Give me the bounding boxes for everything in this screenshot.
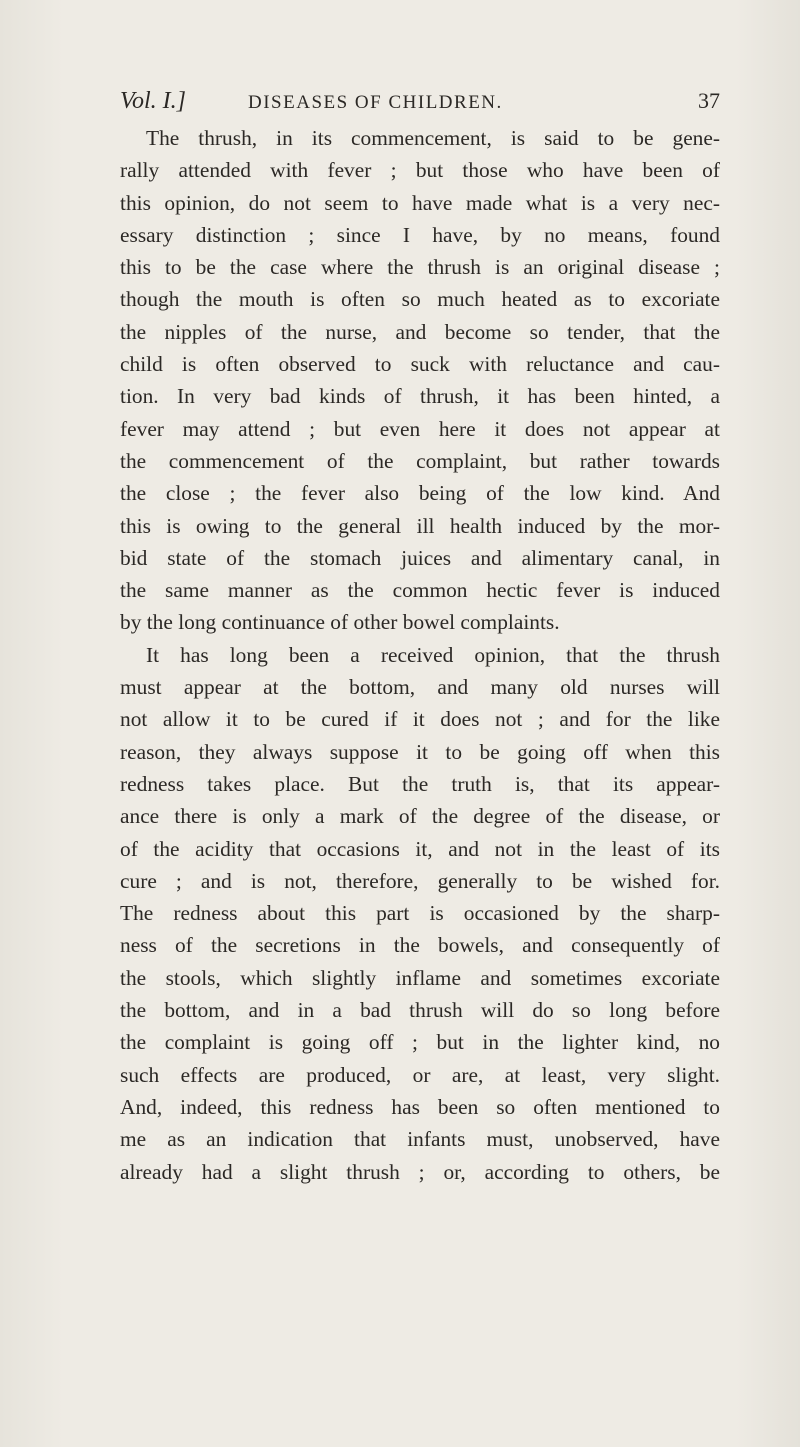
- volume-label: Vol. I.]: [120, 88, 186, 114]
- text-line: by the long continuance of other bowel complaints.: [120, 610, 560, 635]
- chapter-title: DISEASES OF CHILDREN.: [248, 92, 503, 113]
- text-line: the nipples of the nurse, and become so tender, that the: [120, 319, 720, 344]
- text-line: rally attended with fever ; but those who have been of: [120, 158, 720, 183]
- text-line: the same manner as the common hectic fever is induced: [120, 578, 720, 603]
- text-line: bid state of the stomach juices and alimentary canal, in: [120, 545, 720, 570]
- text-line: not allow it to be cured if it does not ; and for the like: [120, 707, 720, 732]
- text-line: fever may attend ; but even here it does not appear at: [120, 416, 720, 441]
- body-text: [120, 122, 720, 1188]
- text-line: me as an indication that infants must, unobserved, have: [120, 1127, 720, 1152]
- running-head: [120, 88, 720, 122]
- text-line: And, indeed, this redness has been so often mentioned to: [120, 1094, 720, 1119]
- text-line: the close ; the fever also being of the low kind. And: [120, 481, 720, 506]
- text-line: the commencement of the complaint, but rather towards: [120, 448, 720, 473]
- text-line: tion. In very bad kinds of thrush, it has been hinted, a: [120, 384, 720, 409]
- text-line: It has long been a received opinion, that the thrush: [146, 642, 720, 667]
- text-line: this opinion, do not seem to have made what is a very nec-: [120, 190, 720, 215]
- text-line: such effects are produced, or are, at least, very slight.: [120, 1062, 720, 1087]
- text-line: must appear at the bottom, and many old nurses will: [120, 675, 720, 700]
- page-number: 37: [698, 88, 720, 113]
- text-line: redness takes place. But the truth is, that its appear-: [120, 771, 720, 796]
- text-line: this to be the case where the thrush is an original disease ;: [120, 255, 720, 280]
- text-line: child is often observed to suck with reluctance and cau-: [120, 352, 720, 377]
- text-line: essary distinction ; since I have, by no means, found: [120, 222, 720, 247]
- text-line: The redness about this part is occasioned by the sharp-: [120, 901, 720, 926]
- text-line: the complaint is going off ; but in the lighter kind, no: [120, 1030, 720, 1055]
- text-line: cure ; and is not, therefore, generally to be wished for.: [120, 868, 720, 893]
- text-line: already had a slight thrush ; or, according to others, be: [120, 1159, 720, 1184]
- text-line: of the acidity that occasions it, and not in the least of its: [120, 836, 720, 861]
- text-line: ance there is only a mark of the degree of the disease, or: [120, 804, 720, 829]
- text-line: reason, they always suppose it to be going off when this: [120, 739, 720, 764]
- text-line: though the mouth is often so much heated as to excoriate: [120, 287, 720, 312]
- text-line: The thrush, in its commencement, is said to be gene-: [146, 126, 720, 150]
- text-line: the stools, which slightly inflame and sometimes excoriate: [120, 965, 720, 990]
- text-line: ness of the secretions in the bowels, and consequently of: [120, 933, 720, 958]
- text-line: the bottom, and in a bad thrush will do so long before: [120, 998, 720, 1023]
- text-line: this is owing to the general ill health induced by the mor-: [120, 513, 720, 538]
